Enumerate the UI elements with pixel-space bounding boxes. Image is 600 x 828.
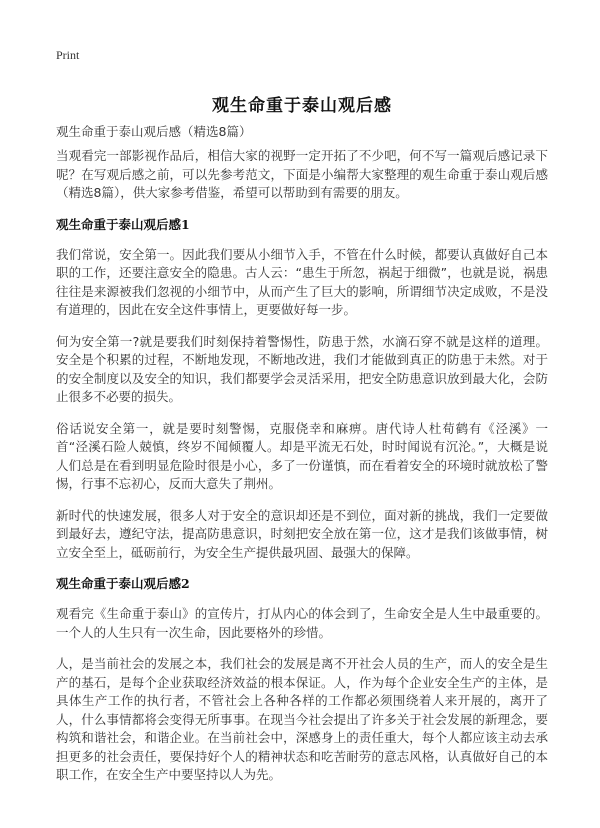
section-2-paragraph: 观看完《生命重于泰山》的宣传片，打从内心的体会到了，生命安全是人生中最重要的。一个人的人生只有一次生命，因此要格外的珍惜。 [56, 606, 548, 640]
section-heading-2: 观生命重于泰山观后感2 [56, 576, 190, 591]
section-heading-1: 观生命重于泰山观后感1 [56, 216, 190, 232]
section-1-paragraph: 我们常说，安全第一。因此我们要从小细节入手，不管在什么时候，都要认真做好自己本职的工作，还要注意安全的隐患。古人云：“患生于所忽，祸起于细微”，也就是说，祸患往往是来源被我们忽视的小细节中，从而产生了巨大的影响，所谓细节决定成败，不是没有道理的，因此在安全这件事情上，更要做好每一步。 [56, 246, 548, 317]
print-link[interactable]: Print [56, 48, 80, 62]
intro-paragraph: 当观看完一部影视作品后，相信大家的视野一定开拓了不少吧，何不写一篇观后感记录下呢？在写观后感之前，可以先参考范文，下面是小编帮大家整理的观生命重于泰山观后感（精选8篇），供大家参考借鉴，希望可以帮助到有需要的朋友。 [56, 148, 548, 200]
section-1-paragraph: 何为安全第一?就是要我们时刻保持着警惕性，防患于然，水滴石穿不就是这样的道理。安全是个积累的过程，不断地发现，不断地改进，我们才能做到真正的防患于未然。对于的安全制度以及安全的知识，我们都要学会灵活采用，把安全防患意识放到最大化，会防止很多不必要的损失。 [56, 333, 548, 404]
article-body [56, 147, 548, 798]
page-title: 观生命重于泰山观后感 [212, 96, 392, 117]
document-subtitle: 观生命重于泰山观后感（精选8篇） [56, 124, 252, 139]
section-1-paragraph: 新时代的快速发展，很多人对于安全的意识却还是不到位，面对新的挑战，我们一定要做到最好去，遵纪守法，提高防患意识，时刻把安全放在第一位，这才是我们该做事情，树立安全至上，砥砺前行，为安全生产提供最巩固、最强大的保障。 [56, 507, 548, 560]
section-1-paragraph: 俗话说安全第一，就是要时刻警惕，克服侥幸和麻痹。唐代诗人杜荀鹤有《泾溪》一首“泾溪石险人兢慎，终岁不闻倾覆人。却是平流无石处，时时闻说有沉沦。”，大概是说人们总是在看到明显危险时很是小心，多了一份谨慎，而在看着安全的环境时就放松了警惕，行事不忘初心，反而大意失了荆州。 [56, 420, 548, 491]
section-2-paragraph: 人，是当前社会的发展之本，我们社会的发展是离不开社会人员的生产，而人的安全是生产的基石，是每个企业获取经济效益的根本保证。人，作为每个企业安全生产的主体，是具体生产工作的执行者，不管社会上各种各样的工作都必须围绕着人来开展的，离开了人，什么事情都将会变得无所事事。在现当今社会提出了许多关于社会发展的新理念，要构筑和谐社会，和谐企业。在当前社会中，深感身上的责任重大，每个人都应该主动去承担更多的社会责任，要保持好个人的精神状态和吃苦耐劳的意志风格，认真做好自己的本职工作，在安全生产中要坚持以人为先。 [56, 656, 548, 782]
